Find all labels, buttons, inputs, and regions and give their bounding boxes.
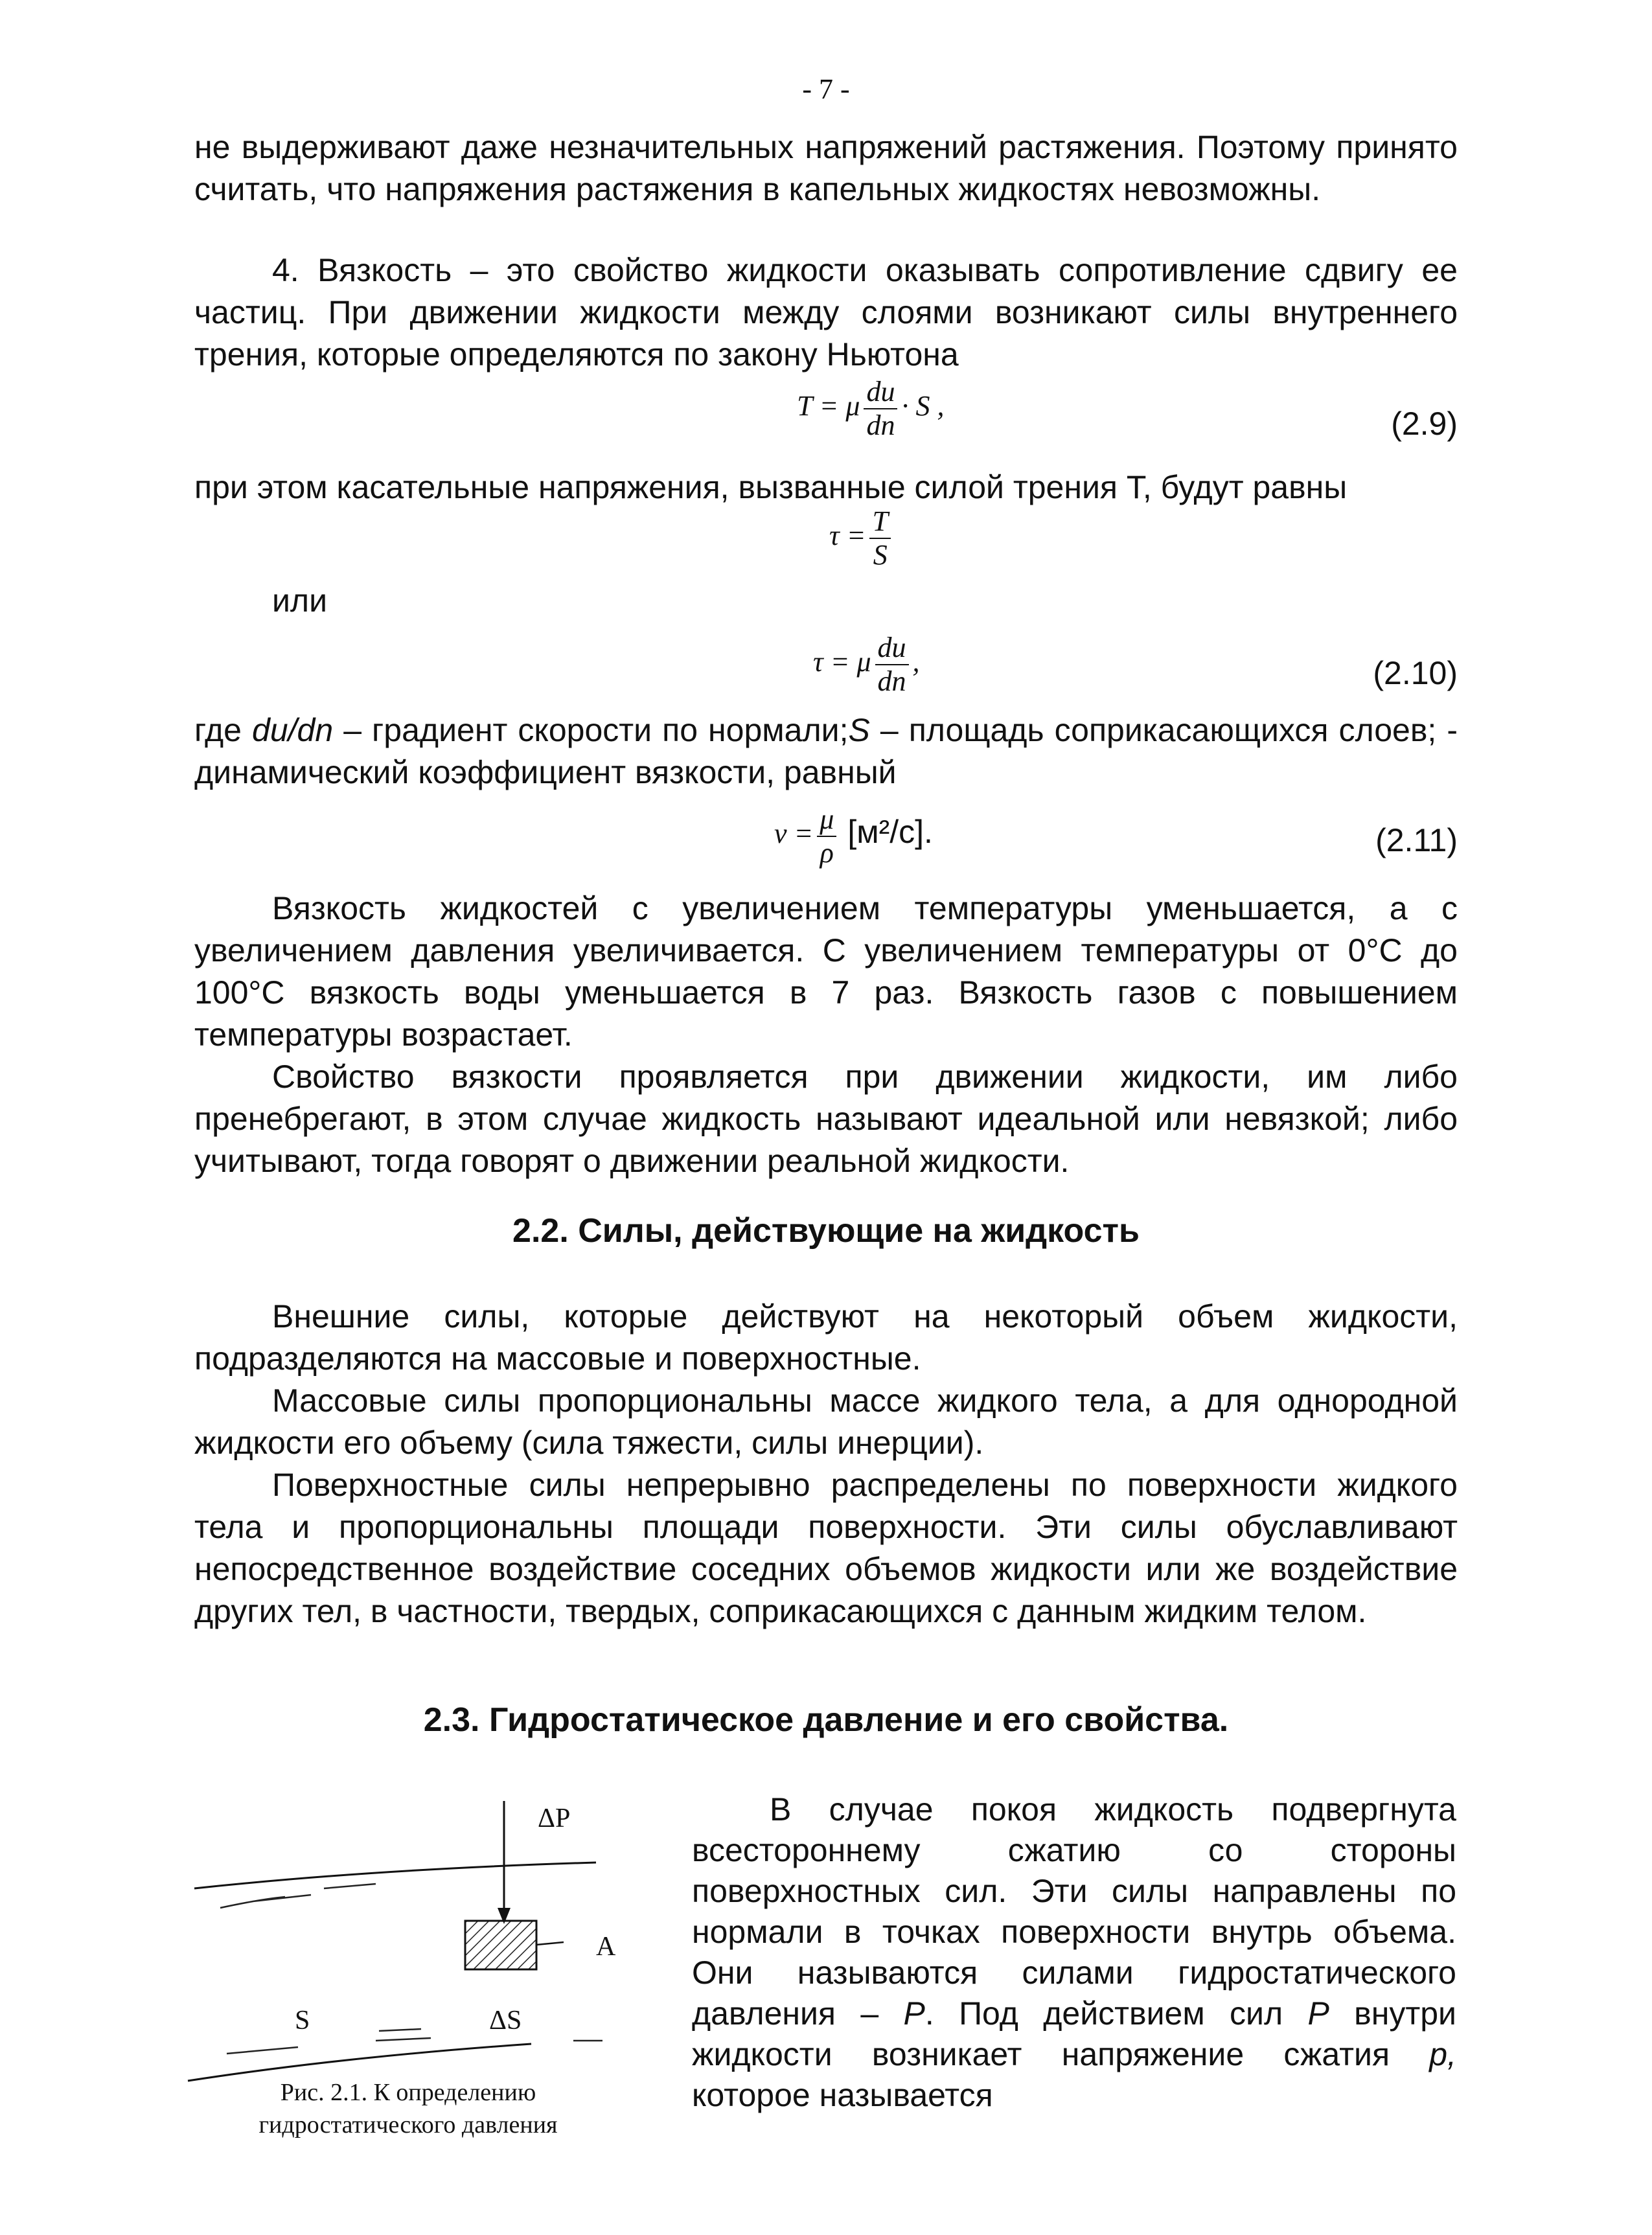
figure-2-1 bbox=[181, 1788, 648, 2099]
para10-text-c: внутри жидкости возникает напряжение сжатия bbox=[692, 1995, 1456, 2072]
label-a: A bbox=[596, 1932, 616, 1962]
paragraph-1: не выдерживают даже незначительных напряжений растяжения. Поэтому принято считать, что напряжения растяжения в капельных жидкостях невозможны. bbox=[194, 129, 1458, 207]
eq29-den: dn bbox=[866, 409, 895, 441]
equation-tau bbox=[829, 505, 895, 571]
equation-2-10 bbox=[813, 632, 920, 698]
eq29-num: du bbox=[864, 376, 897, 409]
para4-text-a: где bbox=[194, 712, 253, 748]
eq210-fraction bbox=[875, 632, 909, 698]
para4-text-b: – градиент скорости по нормали; bbox=[333, 712, 849, 748]
eq29-rhs: · S , bbox=[901, 390, 945, 422]
paragraph-tangential: при этом касательные напряжения, вызванные силой трения Т, будут равны bbox=[194, 469, 1348, 505]
caption-line-1: Рис. 2.1. К определению bbox=[280, 2079, 536, 2106]
equation-2-11 bbox=[774, 803, 933, 869]
para10-text-b: . Под действием сил bbox=[924, 1995, 1308, 2032]
equation-number-2-9: (2.9) bbox=[1391, 406, 1458, 442]
eq210-rhs: , bbox=[912, 646, 920, 678]
para4-var-dudn: du/dn bbox=[252, 712, 334, 748]
eq211-den: ρ bbox=[820, 837, 834, 869]
heading-2-2: 2.2. Силы, действующие на жидкость bbox=[512, 1212, 1140, 1250]
heading-2-3: 2.3. Гидростатическое давление и его свойства. bbox=[423, 1701, 1229, 1739]
eq210-lhs: τ = μ bbox=[813, 646, 871, 678]
paragraph-ideal-fluid: Свойство вязкости проявляется при движении жидкости, им либо пренебрегают, в этом случае жидкость называют идеальной или невязкой; либо учитывают, тогда говорят о движении реальной жидкости. bbox=[194, 1059, 1458, 1179]
paragraph-temperature: Вязкость жидкостей с увеличением температуры уменьшается, а с увеличением давления увеличивается. С увеличением температуры от 0°С до 100°С вязкость воды уменьшается в 7 раз. Вязкость газов с повышением температуры возрастает. bbox=[194, 890, 1458, 1053]
para10-var-p2: Р bbox=[1307, 1995, 1329, 2032]
word-or: или bbox=[272, 582, 328, 619]
surface-mark-left bbox=[227, 2047, 298, 2054]
para4-var-s: S bbox=[848, 712, 870, 748]
surface-line-top bbox=[194, 1862, 596, 1888]
eqtau-num: T bbox=[869, 505, 890, 539]
eq210-num: du bbox=[875, 632, 909, 665]
label-s: S bbox=[295, 2006, 310, 2035]
page-number: - 7 - bbox=[802, 73, 850, 105]
equation-number-2-10: (2.10) bbox=[1373, 655, 1458, 691]
eq211-unit: [м²/с]. bbox=[847, 814, 933, 851]
para10-var-p1: Р bbox=[903, 1995, 925, 2032]
eqtau-fraction bbox=[869, 505, 890, 571]
paragraph-surface-forces: Поверхностные силы непрерывно распределены по поверхности жидкого тела и пропорциональны площади поверхности. Эти силы обуславливают непосредственное воздействие соседних объемов жидкости или же воздействие других тел, в частности, твердых, соприкасающихся с данным жидким телом. bbox=[194, 1467, 1458, 1629]
label-delta-p: ΔP bbox=[538, 1804, 571, 1833]
para10-var-p3: р, bbox=[1429, 2036, 1456, 2072]
eqtau-lhs: τ = bbox=[829, 520, 866, 552]
eq29-fraction bbox=[864, 376, 897, 442]
label-delta-s: ΔS bbox=[489, 2006, 522, 2035]
eq211-lhs: ν = bbox=[774, 818, 814, 850]
eqtau-den: S bbox=[873, 539, 888, 571]
eq211-num: μ bbox=[817, 803, 836, 837]
surface-marks bbox=[376, 2029, 431, 2041]
eq211-fraction bbox=[817, 803, 836, 869]
paragraph-hydrostatic bbox=[692, 1789, 1456, 2116]
para4-text-c: – площадь соприкасающихся слоев; - динамический коэффициент вязкости, равный bbox=[194, 712, 1458, 790]
equation-number-2-11: (2.11) bbox=[1375, 822, 1458, 858]
eq29-lhs: T = μ bbox=[797, 390, 860, 422]
water-marks bbox=[220, 1884, 376, 1908]
figure-caption bbox=[194, 2076, 622, 2141]
paragraph-mass-forces: Массовые силы пропорциональны массе жидкого тела, а для однородной жидкости его объему (сила тяжести, силы инерции). bbox=[194, 1382, 1458, 1461]
caption-line-2: гидростатического давления bbox=[258, 2111, 558, 2138]
para10-text-a: В случае покоя жидкость подвергнута всестороннему сжатию со стороны поверхностных сил. Эти силы направлены по нормали в точках поверхности внутрь объема. Они называются силами гидростатического давления – bbox=[692, 1791, 1456, 2032]
para10-text-d: которое называется bbox=[692, 2077, 993, 2113]
paragraph-viscosity: 4. Вязкость – это свойство жидкости оказывать сопротивление сдвигу ее частиц. При движении жидкости между слоями возникают силы внутреннего трения, которые определяются по закону Ньютона bbox=[194, 252, 1458, 372]
paragraph-external-forces: Внешние силы, которые действуют на некоторый объем жидкости, подразделяются на массовые и поверхностные. bbox=[194, 1298, 1458, 1377]
equation-2-9 bbox=[797, 376, 944, 442]
leader-a bbox=[536, 1942, 564, 1945]
volume-element bbox=[465, 1921, 536, 1969]
paragraph-gradient bbox=[194, 709, 1458, 794]
eq210-den: dn bbox=[877, 665, 906, 697]
surface-line-bottom bbox=[188, 2044, 531, 2081]
